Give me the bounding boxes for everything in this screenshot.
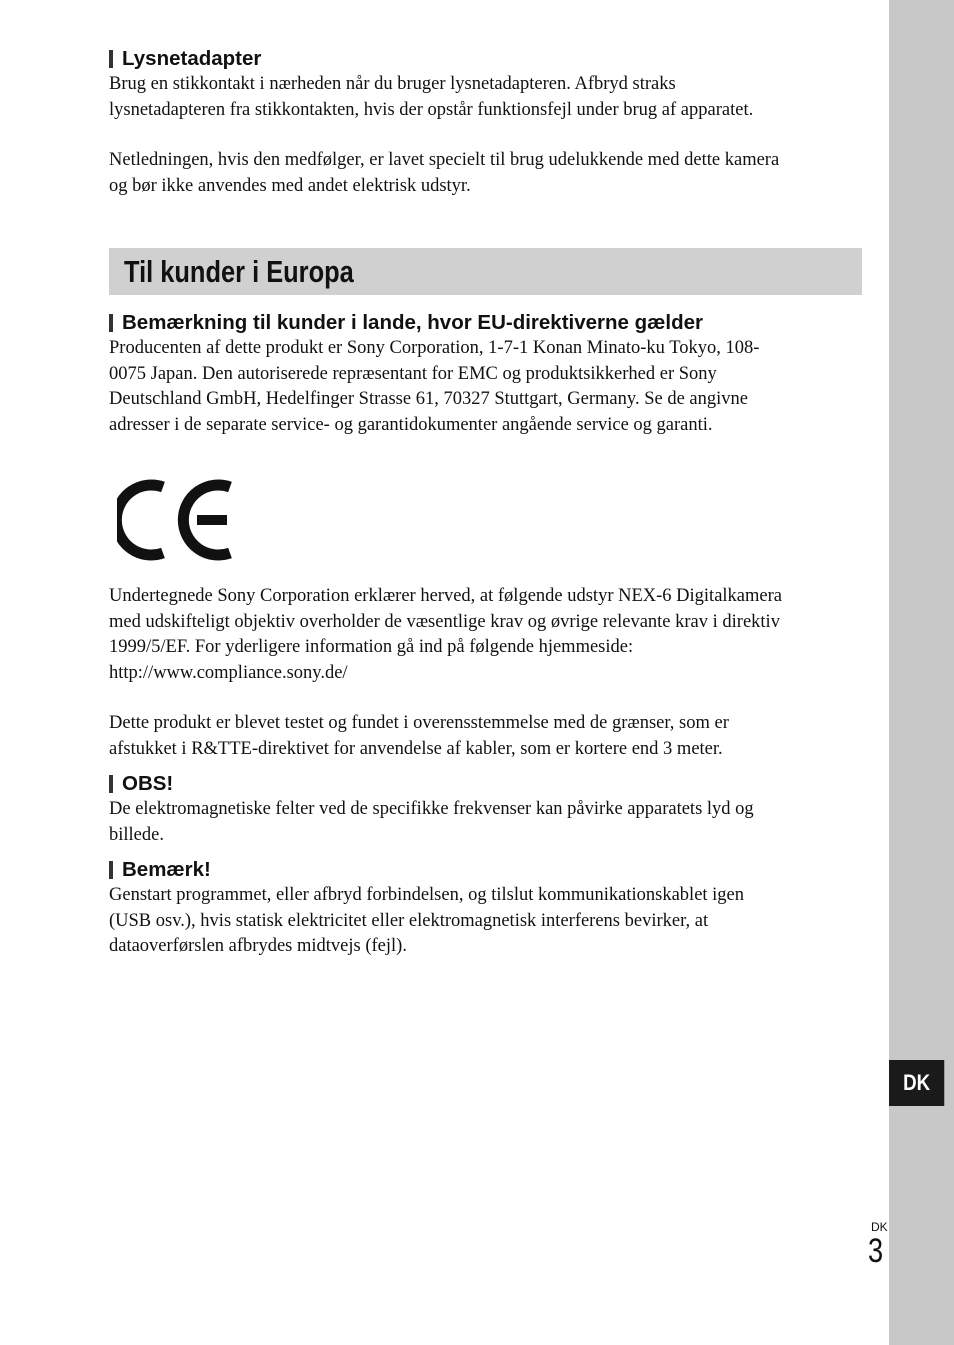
heading-marker [109,775,113,793]
heading-marker [109,314,113,332]
paragraph: Undertegnede Sony Corporation erklærer herved, at følgende udstyr NEX-6 Digitalkamera med udskifteligt objektiv overholder de væsentlige krav og øvrige relevante krav i direktiv 1999/5/EF. For yderligere information gå ind på følgende hjemmeside: http://www.compliance.sony.de/ [109,586,782,683]
paragraph: Dette produkt er blevet testet og fundet i overensstemmelse med de grænser, som er afstukket i R&TTE-direktivet for anvendelse af kabler, som er kortere end 3 meter. [109,713,729,759]
chapter-title: Til kunder i Europa [109,248,862,295]
section-bemaerk [109,857,869,960]
section-heading: Lysnetadapter [109,46,869,72]
heading-marker [109,50,113,68]
section-heading: OBS! [109,771,869,797]
paragraph: Netledningen, hvis den medfølger, er lavet specielt til brug udelukkende med dette kamera og bør ikke anvendes med andet elektrisk udstyr. [109,150,780,196]
paragraph: Producenten af dette produkt er Sony Corporation, 1-7-1 Konan Minato-ku Tokyo, 108- 0075 Japan. Den autoriserede repræsentant for EMC og produktsikkerhed er Sony Deutschland GmbH, Hedelfinger Strasse 61, 70327 Stuttgart, Germany. Se de angivne adresser i de separate service- og garantidokumenter angående service og garanti. [109,338,760,435]
paragraph: Genstart programmet, eller afbryd forbindelsen, og tilslut kommunikationskablet igen (USB osv.), hvis statisk elektricitet eller elektromagnetisk interferens bevirker, at dataoverførslen afbrydes midtvejs (fejl). [109,885,745,956]
section-lysnetadapter [109,46,869,199]
page-code: DK [871,1220,888,1234]
language-tab: DK [889,1060,944,1106]
section-obs [109,771,869,848]
sidebar-strip [889,0,954,1345]
page-content [109,46,869,960]
page-number: 3 [868,1232,884,1270]
section-heading: Bemærkning til kunder i lande, hvor EU-direktiverne gælder [109,310,869,336]
heading-marker [109,861,113,879]
compliance-url: http://www.compliance.sony.de/ [109,662,348,683]
section-eu-directives [109,310,869,762]
section-heading: Bemærk! [109,857,869,883]
paragraph: Brug en stikkontakt i nærheden når du bruger lysnetadapteren. Afbryd straks lysnetadapteren fra stikkontakten, hvis der opstår funktionsfejl under brug af apparatet. [109,74,754,120]
ce-mark-logo [117,478,237,568]
paragraph: De elektromagnetiske felter ved de specifikke frekvenser kan påvirke apparatets lyd og billede. [109,799,754,845]
